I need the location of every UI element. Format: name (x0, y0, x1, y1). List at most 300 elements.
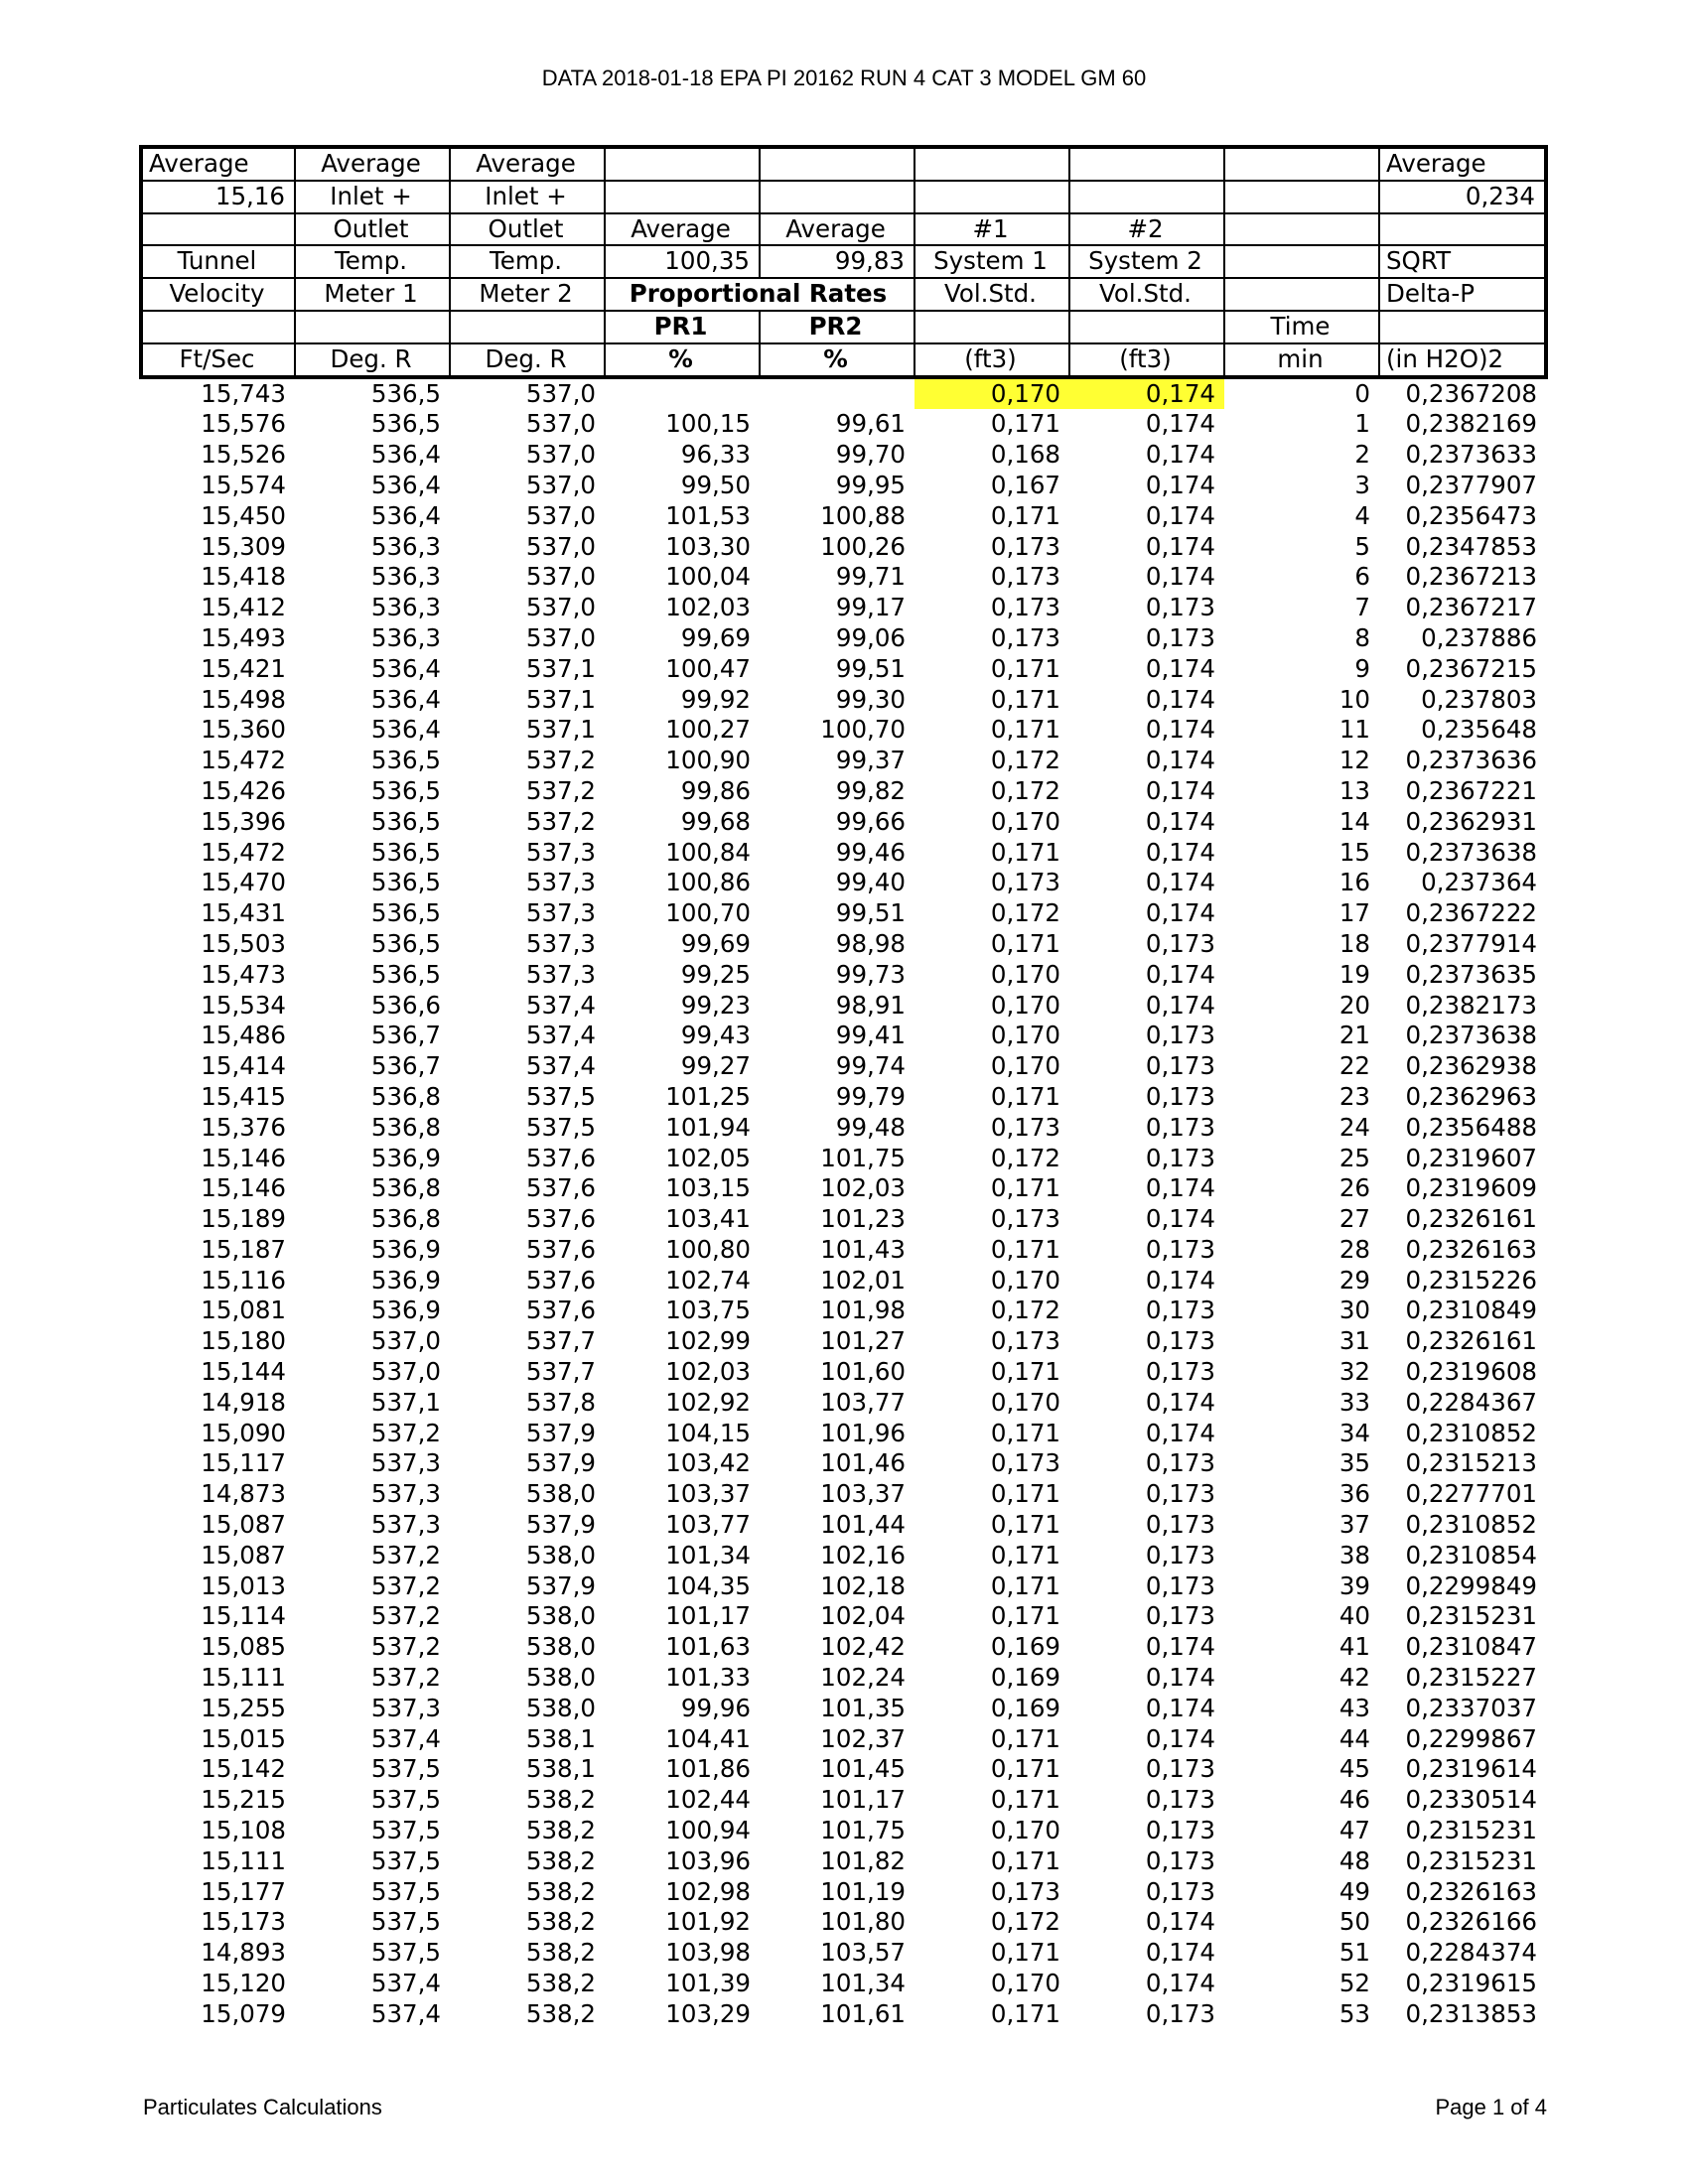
table-cell: 0,173 (1145, 622, 1215, 652)
table-row (141, 377, 1546, 410)
table-row (141, 1694, 1546, 1724)
table-cell: 99,95 (835, 470, 906, 499)
table-cell: 0,171 (990, 1173, 1060, 1203)
table-cell: 0,2319615 (1405, 1969, 1537, 1998)
table-cell: 0,174 (1145, 1693, 1215, 1722)
table-cell: 23 (1338, 1081, 1370, 1111)
table-cell: 0,173 (990, 593, 1060, 622)
table-cell: 0,173 (1145, 1510, 1215, 1540)
table-cell: 101,53 (665, 500, 751, 530)
table-cell: 101,45 (820, 1754, 906, 1784)
header-cell (605, 181, 760, 213)
table-cell: 0,173 (1145, 1234, 1215, 1264)
table-cell: 100,70 (665, 898, 751, 928)
table-cell (760, 377, 914, 410)
table-cell: 0,2347853 (1405, 531, 1537, 561)
table-cell: 0,172 (990, 775, 1060, 805)
table-cell: 0,237886 (1421, 622, 1537, 652)
table-cell: 536,9 (370, 1296, 441, 1325)
table-cell: 101,75 (820, 1143, 906, 1172)
table-cell: 536,8 (370, 1173, 441, 1203)
table-row (141, 838, 1546, 869)
header-cell: Average (760, 213, 914, 246)
table-cell: 101,35 (820, 1693, 906, 1722)
table-cell: 537,6 (525, 1204, 596, 1234)
table-cell: 11 (1338, 715, 1370, 745)
table-cell: 17 (1338, 898, 1370, 928)
table-cell: 99,69 (680, 928, 751, 958)
table-cell: 0,2310849 (1405, 1296, 1537, 1325)
table-cell (605, 377, 760, 410)
table-cell: 101,46 (820, 1448, 906, 1478)
table-cell: 537,2 (370, 1632, 441, 1662)
table-cell: 538,0 (525, 1479, 596, 1509)
table-cell: 537,2 (370, 1540, 441, 1570)
table-cell: 28 (1338, 1234, 1370, 1264)
table-row (141, 807, 1546, 838)
table-cell: 0,171 (990, 1998, 1060, 2028)
table-cell: 99,37 (835, 746, 906, 775)
table-cell: 0,171 (990, 1601, 1060, 1631)
table-cell: 0,2337037 (1405, 1693, 1537, 1722)
table-cell: 0,174 (1145, 1632, 1215, 1662)
table-cell: 0,173 (990, 1876, 1060, 1906)
table-cell: 0,174 (1145, 898, 1215, 928)
header-cell (141, 311, 295, 343)
header-cell: Average (141, 147, 295, 181)
table-cell: 536,3 (370, 531, 441, 561)
table-cell: 101,98 (820, 1296, 906, 1325)
table-cell: 0,2315213 (1405, 1448, 1537, 1478)
table-cell: 0,2315226 (1405, 1265, 1537, 1295)
table-cell: 15,111 (201, 1845, 286, 1875)
table-cell: 0,171 (990, 837, 1060, 867)
table-cell: 537,1 (370, 1387, 441, 1417)
table-cell: 0,171 (990, 1754, 1060, 1784)
table-cell: 99,25 (680, 959, 751, 989)
table-cell: 99,40 (835, 868, 906, 897)
table-cell: 15,187 (201, 1234, 286, 1264)
table-cell: 101,33 (665, 1663, 751, 1693)
table-cell: 4 (1354, 500, 1370, 530)
unit-label: min (1224, 343, 1379, 377)
table-cell: 103,96 (665, 1845, 751, 1875)
table-cell: 99,69 (680, 622, 751, 652)
table-cell: 0,171 (990, 1479, 1060, 1509)
table-cell: 14,893 (201, 1938, 286, 1968)
header-cell: Time (1224, 311, 1379, 343)
table-cell: 98,98 (835, 928, 906, 958)
header-cell: Average (1379, 147, 1546, 181)
header-cell: Outlet (450, 213, 605, 246)
table-cell: 536,8 (370, 1112, 441, 1142)
table-cell: 536,5 (370, 959, 441, 989)
table-cell: 0,2367222 (1405, 898, 1537, 928)
table-cell: 0,174 (1145, 500, 1215, 530)
table-cell: 0,171 (990, 928, 1060, 958)
table-cell: 538,1 (525, 1754, 596, 1784)
table-cell: 537,0 (525, 409, 596, 439)
table-row (141, 1571, 1546, 1602)
table-cell: 15,743 (201, 378, 286, 408)
table-cell: 12 (1338, 746, 1370, 775)
table-cell: 537,2 (370, 1601, 441, 1631)
table-cell: 536,5 (370, 837, 441, 867)
table-cell: 0,172 (990, 1143, 1060, 1172)
table-cell: 101,94 (665, 1112, 751, 1142)
table-cell: 46 (1338, 1785, 1370, 1815)
unit-label: (in H2O)2 (1379, 343, 1546, 377)
table-cell: 0,174 (1145, 1663, 1215, 1693)
table-cell: 101,34 (665, 1540, 751, 1570)
table-cell: 14,918 (201, 1387, 286, 1417)
table-cell: 15,574 (201, 470, 286, 499)
table-cell: 51 (1338, 1938, 1370, 1968)
table-cell: 35 (1338, 1448, 1370, 1478)
table-row (141, 1204, 1546, 1235)
table-row (141, 1266, 1546, 1297)
table-cell: 538,2 (525, 1998, 596, 2028)
table-cell: 100,86 (665, 868, 751, 897)
table-cell: 538,2 (525, 1845, 596, 1875)
table-cell: 0,171 (990, 1938, 1060, 1968)
table-cell: 537,4 (370, 1723, 441, 1753)
table-cell: 0,173 (1145, 928, 1215, 958)
table-cell: 103,37 (665, 1479, 751, 1509)
table-cell: 538,2 (525, 1876, 596, 1906)
table-cell: 47 (1338, 1816, 1370, 1845)
table-cell: 0,2326166 (1405, 1907, 1537, 1937)
table-cell: 9 (1354, 653, 1370, 683)
table-cell: 0,2299849 (1405, 1570, 1537, 1600)
table-cell: 15,079 (201, 1998, 286, 2028)
table-cell: 536,5 (370, 378, 441, 408)
table-cell: 0,2284374 (1405, 1938, 1537, 1968)
header-cell (760, 181, 914, 213)
table-cell: 99,30 (835, 684, 906, 714)
table-cell: 102,37 (820, 1723, 906, 1753)
table-cell: 102,18 (820, 1570, 906, 1600)
header-cell (141, 213, 295, 246)
table-cell: 42 (1338, 1663, 1370, 1693)
table-cell: 0,171 (990, 1723, 1060, 1753)
table-cell: 22 (1338, 1051, 1370, 1081)
page-title: DATA 2018-01-18 EPA PI 20162 RUN 4 CAT 3 MODEL GM 60 (541, 66, 1147, 90)
table-cell: 538,0 (525, 1601, 596, 1631)
table-cell: 537,4 (370, 1969, 441, 1998)
header-cell (1224, 278, 1379, 311)
table-cell: 538,2 (525, 1785, 596, 1815)
table-cell: 536,9 (370, 1265, 441, 1295)
table-cell: 14 (1338, 806, 1370, 836)
table-cell: 102,01 (820, 1265, 906, 1295)
table-cell: 537,9 (525, 1418, 596, 1447)
table-cell: 15,486 (201, 1021, 286, 1050)
table-cell: 99,82 (835, 775, 906, 805)
table-cell: 537,2 (525, 746, 596, 775)
table-cell: 0,174 (1145, 409, 1215, 439)
header-cell (1224, 181, 1379, 213)
table-cell: 538,0 (525, 1693, 596, 1722)
table-cell: 100,47 (665, 653, 751, 683)
table-cell: 538,2 (525, 1816, 596, 1845)
table-cell: 102,16 (820, 1540, 906, 1570)
table-cell: 0,173 (1145, 1754, 1215, 1784)
header-cell (1224, 213, 1379, 246)
table-cell: 15,470 (201, 868, 286, 897)
table-cell: 537,5 (370, 1785, 441, 1815)
table-cell: 13 (1338, 775, 1370, 805)
table-cell: 102,03 (665, 1357, 751, 1387)
table-cell: 0,171 (990, 684, 1060, 714)
table-row (141, 1663, 1546, 1694)
header-cell: Inlet + (295, 181, 450, 213)
table-cell: 50 (1338, 1907, 1370, 1937)
table-cell: 538,0 (525, 1540, 596, 1570)
table-cell: 101,27 (820, 1326, 906, 1356)
unit-label: (ft3) (914, 343, 1069, 377)
table-cell: 100,80 (665, 1234, 751, 1264)
table-cell: 33 (1338, 1387, 1370, 1417)
table-row (141, 1785, 1546, 1816)
table-cell: 1 (1354, 409, 1370, 439)
table-cell: 537,0 (370, 1357, 441, 1387)
table-cell: 0,172 (990, 1296, 1060, 1325)
table-cell: 15,431 (201, 898, 286, 928)
table-cell: 15 (1338, 837, 1370, 867)
table-cell: 103,42 (665, 1448, 751, 1478)
table-cell: 537,4 (525, 1021, 596, 1050)
table-cell: 0,173 (1145, 1601, 1215, 1631)
table-cell: 0,174 (1145, 1418, 1215, 1447)
table-cell: 0,2373636 (1405, 746, 1537, 775)
table-cell: 0,173 (1145, 1112, 1215, 1142)
table-cell: 15,503 (201, 928, 286, 958)
table-cell: 0,2362963 (1405, 1081, 1537, 1111)
table-cell: 38 (1338, 1540, 1370, 1570)
table-cell: 15,472 (201, 746, 286, 775)
table-cell: 537,8 (525, 1387, 596, 1417)
table-cell: 538,1 (525, 1723, 596, 1753)
table-row (141, 562, 1546, 593)
table-cell: 0,174 (1145, 531, 1215, 561)
table-cell: 0,2315231 (1405, 1845, 1537, 1875)
table-cell: 29 (1338, 1265, 1370, 1295)
table-cell: 43 (1338, 1693, 1370, 1722)
table-cell: 0,174 (1145, 440, 1215, 470)
table-cell: 0,173 (990, 622, 1060, 652)
table-cell: 537,5 (370, 1876, 441, 1906)
table-cell: 0,2319614 (1405, 1754, 1537, 1784)
table-cell: 15,116 (201, 1265, 286, 1295)
table-row (141, 1082, 1546, 1113)
table-cell: 101,75 (820, 1816, 906, 1845)
table-cell: 0,169 (990, 1693, 1060, 1722)
table-cell: 538,0 (525, 1663, 596, 1693)
table-cell: 99,61 (835, 409, 906, 439)
table-cell: 537,3 (525, 928, 596, 958)
table-cell: 537,2 (525, 775, 596, 805)
table-cell: 0,173 (1145, 1785, 1215, 1815)
table-cell: 0,173 (990, 1112, 1060, 1142)
table-cell: 536,8 (370, 1081, 441, 1111)
table-row (141, 1113, 1546, 1144)
header-cell: Tunnel (141, 245, 295, 278)
table-cell: 99,71 (835, 562, 906, 592)
table-cell: 0,2284367 (1405, 1387, 1537, 1417)
table-cell: 15,576 (201, 409, 286, 439)
header-cell (605, 147, 760, 181)
table-cell: 537,1 (525, 653, 596, 683)
table-cell: 537,4 (370, 1998, 441, 2028)
table-cell: 16 (1338, 868, 1370, 897)
table-cell: 0,173 (1145, 1876, 1215, 1906)
table-cell: 538,0 (525, 1632, 596, 1662)
table-cell: 0,170 (990, 806, 1060, 836)
table-row (141, 1601, 1546, 1632)
table-row (141, 1296, 1546, 1326)
table-cell: 0,170 (990, 990, 1060, 1020)
table-cell: 103,15 (665, 1173, 751, 1203)
header-cell (760, 147, 914, 181)
table-cell: 536,5 (370, 868, 441, 897)
table-cell: 48 (1338, 1845, 1370, 1875)
header-cell (450, 311, 605, 343)
table-cell: 0,2319607 (1405, 1143, 1537, 1172)
table-cell: 101,17 (665, 1601, 751, 1631)
table-row (141, 1479, 1546, 1510)
table-cell: 102,74 (665, 1265, 751, 1295)
table-cell: 15,415 (201, 1081, 286, 1111)
table-cell: 537,3 (525, 868, 596, 897)
table-cell: 15,146 (201, 1173, 286, 1203)
table-cell: 0,2326163 (1405, 1876, 1537, 1906)
table-cell: 98,91 (835, 990, 906, 1020)
table-cell: 0,2377914 (1405, 928, 1537, 958)
table-cell: 0,173 (1145, 1479, 1215, 1509)
header-cell: Velocity (141, 278, 295, 311)
table-cell: 0,174 (1145, 990, 1215, 1020)
table-cell: 0,2315231 (1405, 1816, 1537, 1845)
header-cell: Outlet (295, 213, 450, 246)
table-cell: 99,46 (835, 837, 906, 867)
table-cell: 0,173 (1145, 593, 1215, 622)
table-cell: 537,1 (525, 715, 596, 745)
table-cell: 0,173 (1145, 1357, 1215, 1387)
table-cell: 15,087 (201, 1540, 286, 1570)
table-cell: 0,2382169 (1405, 409, 1537, 439)
table-cell: 101,39 (665, 1969, 751, 1998)
unit-label: Deg. R (450, 343, 605, 377)
table-cell: 49 (1338, 1876, 1370, 1906)
table-cell: 537,0 (525, 531, 596, 561)
table-cell: 0,2382173 (1405, 990, 1537, 1020)
table-row (141, 409, 1546, 440)
table-row (141, 1144, 1546, 1174)
table-cell: 0,2367213 (1405, 562, 1537, 592)
table-cell: 536,6 (370, 990, 441, 1020)
table-cell: 53 (1338, 1998, 1370, 2028)
table-cell: 0,173 (990, 1448, 1060, 1478)
table-cell: 0,173 (1145, 1448, 1215, 1478)
table-cell: 104,41 (665, 1723, 751, 1753)
table-cell: 101,23 (820, 1204, 906, 1234)
table-cell: 0,170 (990, 1969, 1060, 1998)
table-row (141, 1541, 1546, 1571)
header-cell: System 1 (914, 245, 1069, 278)
table-cell: 99,17 (835, 593, 906, 622)
header-cell (914, 311, 1069, 343)
table-cell: 103,77 (820, 1387, 906, 1417)
table-cell: 0,173 (1145, 1296, 1215, 1325)
table-cell: 0,174 (1145, 959, 1215, 989)
table-cell: 0,174 (1145, 684, 1215, 714)
table-row (141, 654, 1546, 685)
table-cell: 0,173 (990, 868, 1060, 897)
table-row (141, 1938, 1546, 1969)
table-cell: 99,79 (835, 1081, 906, 1111)
table-cell: 0,171 (990, 653, 1060, 683)
table-cell: 0,171 (990, 1234, 1060, 1264)
table-row (141, 532, 1546, 563)
unit-label: % (760, 343, 914, 377)
table-row (141, 623, 1546, 654)
table-cell: 101,82 (820, 1845, 906, 1875)
table-cell: 536,4 (370, 470, 441, 499)
table-cell: 537,0 (370, 1326, 441, 1356)
table-cell: 99,48 (835, 1112, 906, 1142)
table-cell: 34 (1338, 1418, 1370, 1447)
table-row (141, 868, 1546, 898)
table-cell: 100,88 (820, 500, 906, 530)
table-cell: 15,117 (201, 1448, 286, 1478)
header-cell: Vol.Std. (1069, 278, 1224, 311)
table-cell: 101,44 (820, 1510, 906, 1540)
table-row (141, 1754, 1546, 1785)
table-cell: 5 (1354, 531, 1370, 561)
table-cell: 100,15 (665, 409, 751, 439)
table-cell: 103,30 (665, 531, 751, 561)
table-cell: 101,92 (665, 1907, 751, 1937)
table-row (141, 715, 1546, 746)
table-cell: 15,114 (201, 1601, 286, 1631)
header-cell: Average (295, 147, 450, 181)
table-cell: 15,177 (201, 1876, 286, 1906)
table-cell: 101,63 (665, 1632, 751, 1662)
table-cell: 102,99 (665, 1326, 751, 1356)
table-cell: 99,50 (680, 470, 751, 499)
table-cell: 15,526 (201, 440, 286, 470)
table-cell: 20 (1338, 990, 1370, 1020)
table-cell: 15,120 (201, 1969, 286, 1998)
table-cell: 537,5 (370, 1938, 441, 1968)
table-cell: 537,3 (370, 1510, 441, 1540)
unit-label: Deg. R (295, 343, 450, 377)
table-cell: 101,60 (820, 1357, 906, 1387)
table-row (141, 1999, 1546, 2030)
data-table (139, 145, 1548, 2030)
table-row (141, 1326, 1546, 1357)
table-cell: 538,2 (525, 1969, 596, 1998)
table-cell: 7 (1354, 593, 1370, 622)
table-cell: 537,1 (525, 684, 596, 714)
table-row (141, 1235, 1546, 1266)
table-cell: 99,51 (835, 653, 906, 683)
table-row (141, 1907, 1546, 1938)
table-cell: 0,174 (1145, 868, 1215, 897)
table-cell: 537,0 (525, 440, 596, 470)
table-cell: 96,33 (680, 440, 751, 470)
